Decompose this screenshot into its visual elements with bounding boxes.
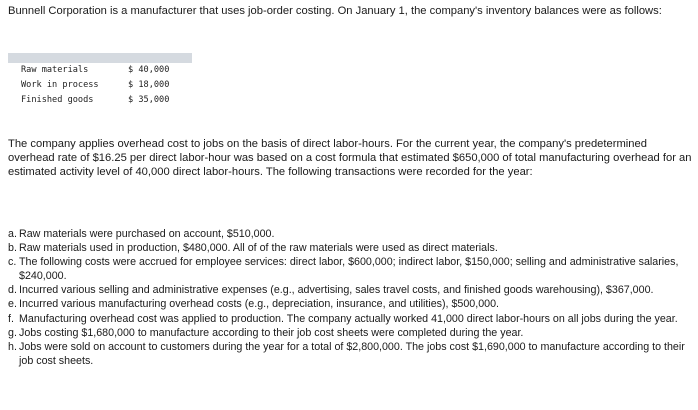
inventory-amount: $ 40,000 [128,65,170,75]
item-text: Incurred various selling and administrative expenses (e.g., advertising, sales travel costs, and finished goods warehousing), $367,000. [19,284,654,297]
item-letter: f. [8,312,14,325]
item-letter: a. [8,228,17,240]
table-row [8,78,192,93]
list-item [8,297,696,311]
item-letter: c. [8,256,17,269]
item-text: Raw materials used in production, $480,000. All of of the raw materials were used as direct materials. [19,242,498,255]
table-row [8,63,192,78]
item-text: Jobs were sold on account to customers during the year for a total of $2,800,000. The jobs cost $1,690,000 to manufacture according to their job cost sheets. [19,340,685,367]
list-item [8,255,696,283]
item-text: Incurred various manufacturing overhead costs (e.g., depreciation, insurance, and utilities), $500,000. [19,298,500,311]
list-item [8,326,696,340]
item-letter: e. [8,298,17,311]
transaction-list [8,227,696,368]
list-item [8,312,696,326]
item-text: The following costs were accrued for employee services: direct labor, $600,000; indirect labor, $150,000; selling and administrative salaries, $240,000. [19,256,679,283]
item-letter: g. [8,326,17,339]
list-item [8,241,696,255]
item-text: Raw materials were purchased on account, $510,000. [19,228,275,240]
inventory-label: Finished goods [21,95,94,105]
inventory-amount: $ 18,000 [128,80,170,90]
overhead-paragraph: The company applies overhead cost to jobs on the basis of direct labor-hours. For the current year, the company's predetermined overhead rate of $16.25 per direct labor-hour was based on a cost formula that estimated $650,000 of total manufacturing overhead for an estimated activity level of 40,000 direct labor-hours. The following transactions were recorded for the year: [8,138,692,178]
inventory-amount: $ 35,000 [128,95,170,105]
inventory-label: Work in process [21,80,99,90]
item-letter: b. [8,242,17,255]
table-header-bar [8,53,192,63]
inventory-balances-table [8,53,192,108]
item-letter: h. [8,340,17,353]
table-row [8,93,192,108]
item-text: Manufacturing overhead cost was applied to production. The company actually worked 41,000 direct labor-hours on all jobs during the year. [19,312,678,325]
item-letter: d. [8,284,17,297]
item-text: Jobs costing $1,680,000 to manufacture according to their job cost sheets were completed during the year. [19,326,524,339]
list-item [8,340,696,368]
list-item [8,227,696,241]
inventory-label: Raw materials [21,65,89,75]
list-item [8,283,696,297]
intro-paragraph: Bunnell Corporation is a manufacturer that uses job-order costing. On January 1, the company's inventory balances were as follows: [8,5,662,17]
